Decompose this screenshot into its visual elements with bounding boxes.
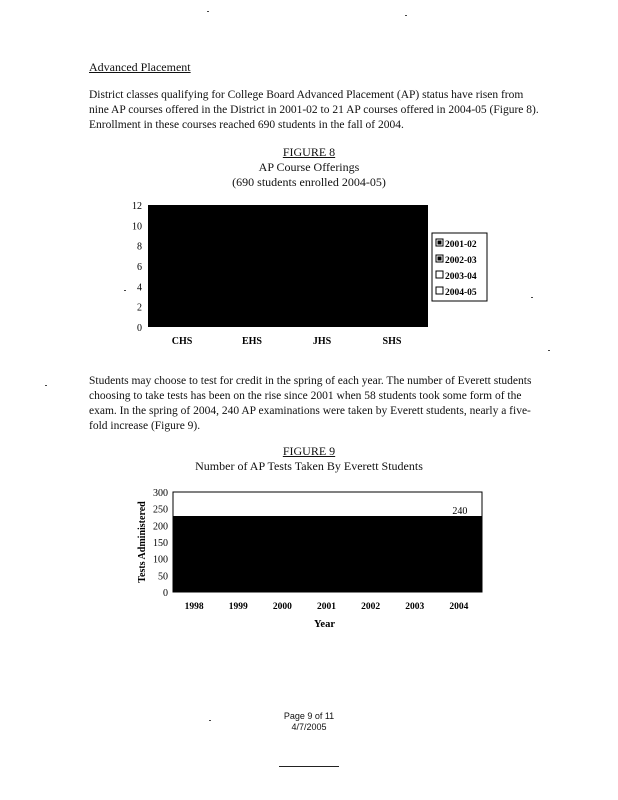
fig8-ytick-label: 4 [137, 282, 142, 294]
page-number: Page 9 of 11 [283, 711, 335, 721]
fig9-xtick-label: 1999 [228, 602, 248, 612]
page-footer [0, 711, 618, 733]
fig9-xtick-label: 2002 [361, 602, 381, 612]
fig8-ytick-label: 0 [137, 323, 142, 334]
fig8-plot-area [148, 205, 428, 327]
fig8-legend-swatch [436, 287, 443, 294]
fig9-ytick-label: 100 [153, 554, 168, 566]
figure8-subtitle: (690 students enrolled 2004-05) [232, 175, 386, 189]
fig9-ytick-label: 250 [153, 504, 168, 516]
fig9-data-label: 240 [452, 506, 468, 517]
fig9-xtick-label: 2000 [272, 602, 292, 612]
fig9-ytick-label: 50 [158, 571, 168, 583]
fig9-xaxis-label: Year [314, 619, 335, 630]
fig8-ytick-label: 8 [137, 241, 142, 253]
fig8-ytick-label: 12 [132, 201, 142, 212]
fig8-xtick-label: JHS [312, 336, 332, 347]
fig9-xtick-label: 2003 [405, 602, 425, 612]
fig9-ytick-label: 150 [153, 538, 168, 549]
fig8-legend-swatch-fill [438, 241, 442, 245]
fig9-plot-fill [173, 516, 482, 592]
fig9-xtick-label: 2001 [317, 602, 336, 612]
section-heading: Advanced Placement [89, 60, 191, 74]
paragraph-tests: Students may choose to test for credit in the spring of each year. The number of Everett students choosing to take tests has been on the rise since 2001 when 58 students took some form of the exam. In the spring of 2004, 240 AP examinations were taken by Everett students, nearly a five-fold increase (Figure 9). [89, 375, 532, 432]
fig9-ytick-label: 300 [153, 488, 168, 499]
fig9-xtick-label: 1998 [184, 602, 204, 612]
fig9-xtick-label: 2004 [449, 602, 469, 612]
figure8-number: FIGURE 8 [282, 145, 336, 159]
fig9-ytick-label: 200 [153, 521, 168, 533]
fig8-legend-swatch-fill [438, 257, 442, 261]
figure9-title: Number of AP Tests Taken By Everett Students [195, 459, 423, 473]
fig8-legend-label: 2004-05 [445, 288, 477, 298]
figure9-number: FIGURE 9 [282, 444, 336, 458]
fig8-legend-label: 2002-03 [445, 256, 477, 266]
fig8-xtick-label: SHS [382, 336, 402, 347]
page-date: 4/7/2005 [291, 722, 327, 732]
fig8-legend-label: 2001-02 [445, 240, 477, 250]
figure8-title: AP Course Offerings [258, 160, 360, 174]
paragraph-intro: District classes qualifying for College Board Advanced Placement (AP) status have risen from nine AP courses offered in the District in 2001-02 to 21 AP courses offered in 2004-05 (Figure 8). Enrollment in these courses reached 690 students in the fall of 2004. [89, 89, 539, 131]
fig8-xtick-label: CHS [171, 336, 193, 347]
fig8-legend-swatch [436, 271, 443, 278]
fig8-legend-label: 2003-04 [445, 272, 477, 282]
fig8-ytick-label: 10 [132, 221, 142, 233]
figure9-caption [0, 444, 618, 474]
fig8-ytick-label: 6 [137, 262, 142, 273]
footer-rule [279, 766, 339, 767]
fig9-yaxis-label: Tests Administered [137, 501, 148, 583]
fig9-ytick-label: 0 [163, 588, 168, 599]
fig8-xtick-label: EHS [241, 336, 263, 347]
fig8-ytick-label: 2 [137, 302, 142, 314]
